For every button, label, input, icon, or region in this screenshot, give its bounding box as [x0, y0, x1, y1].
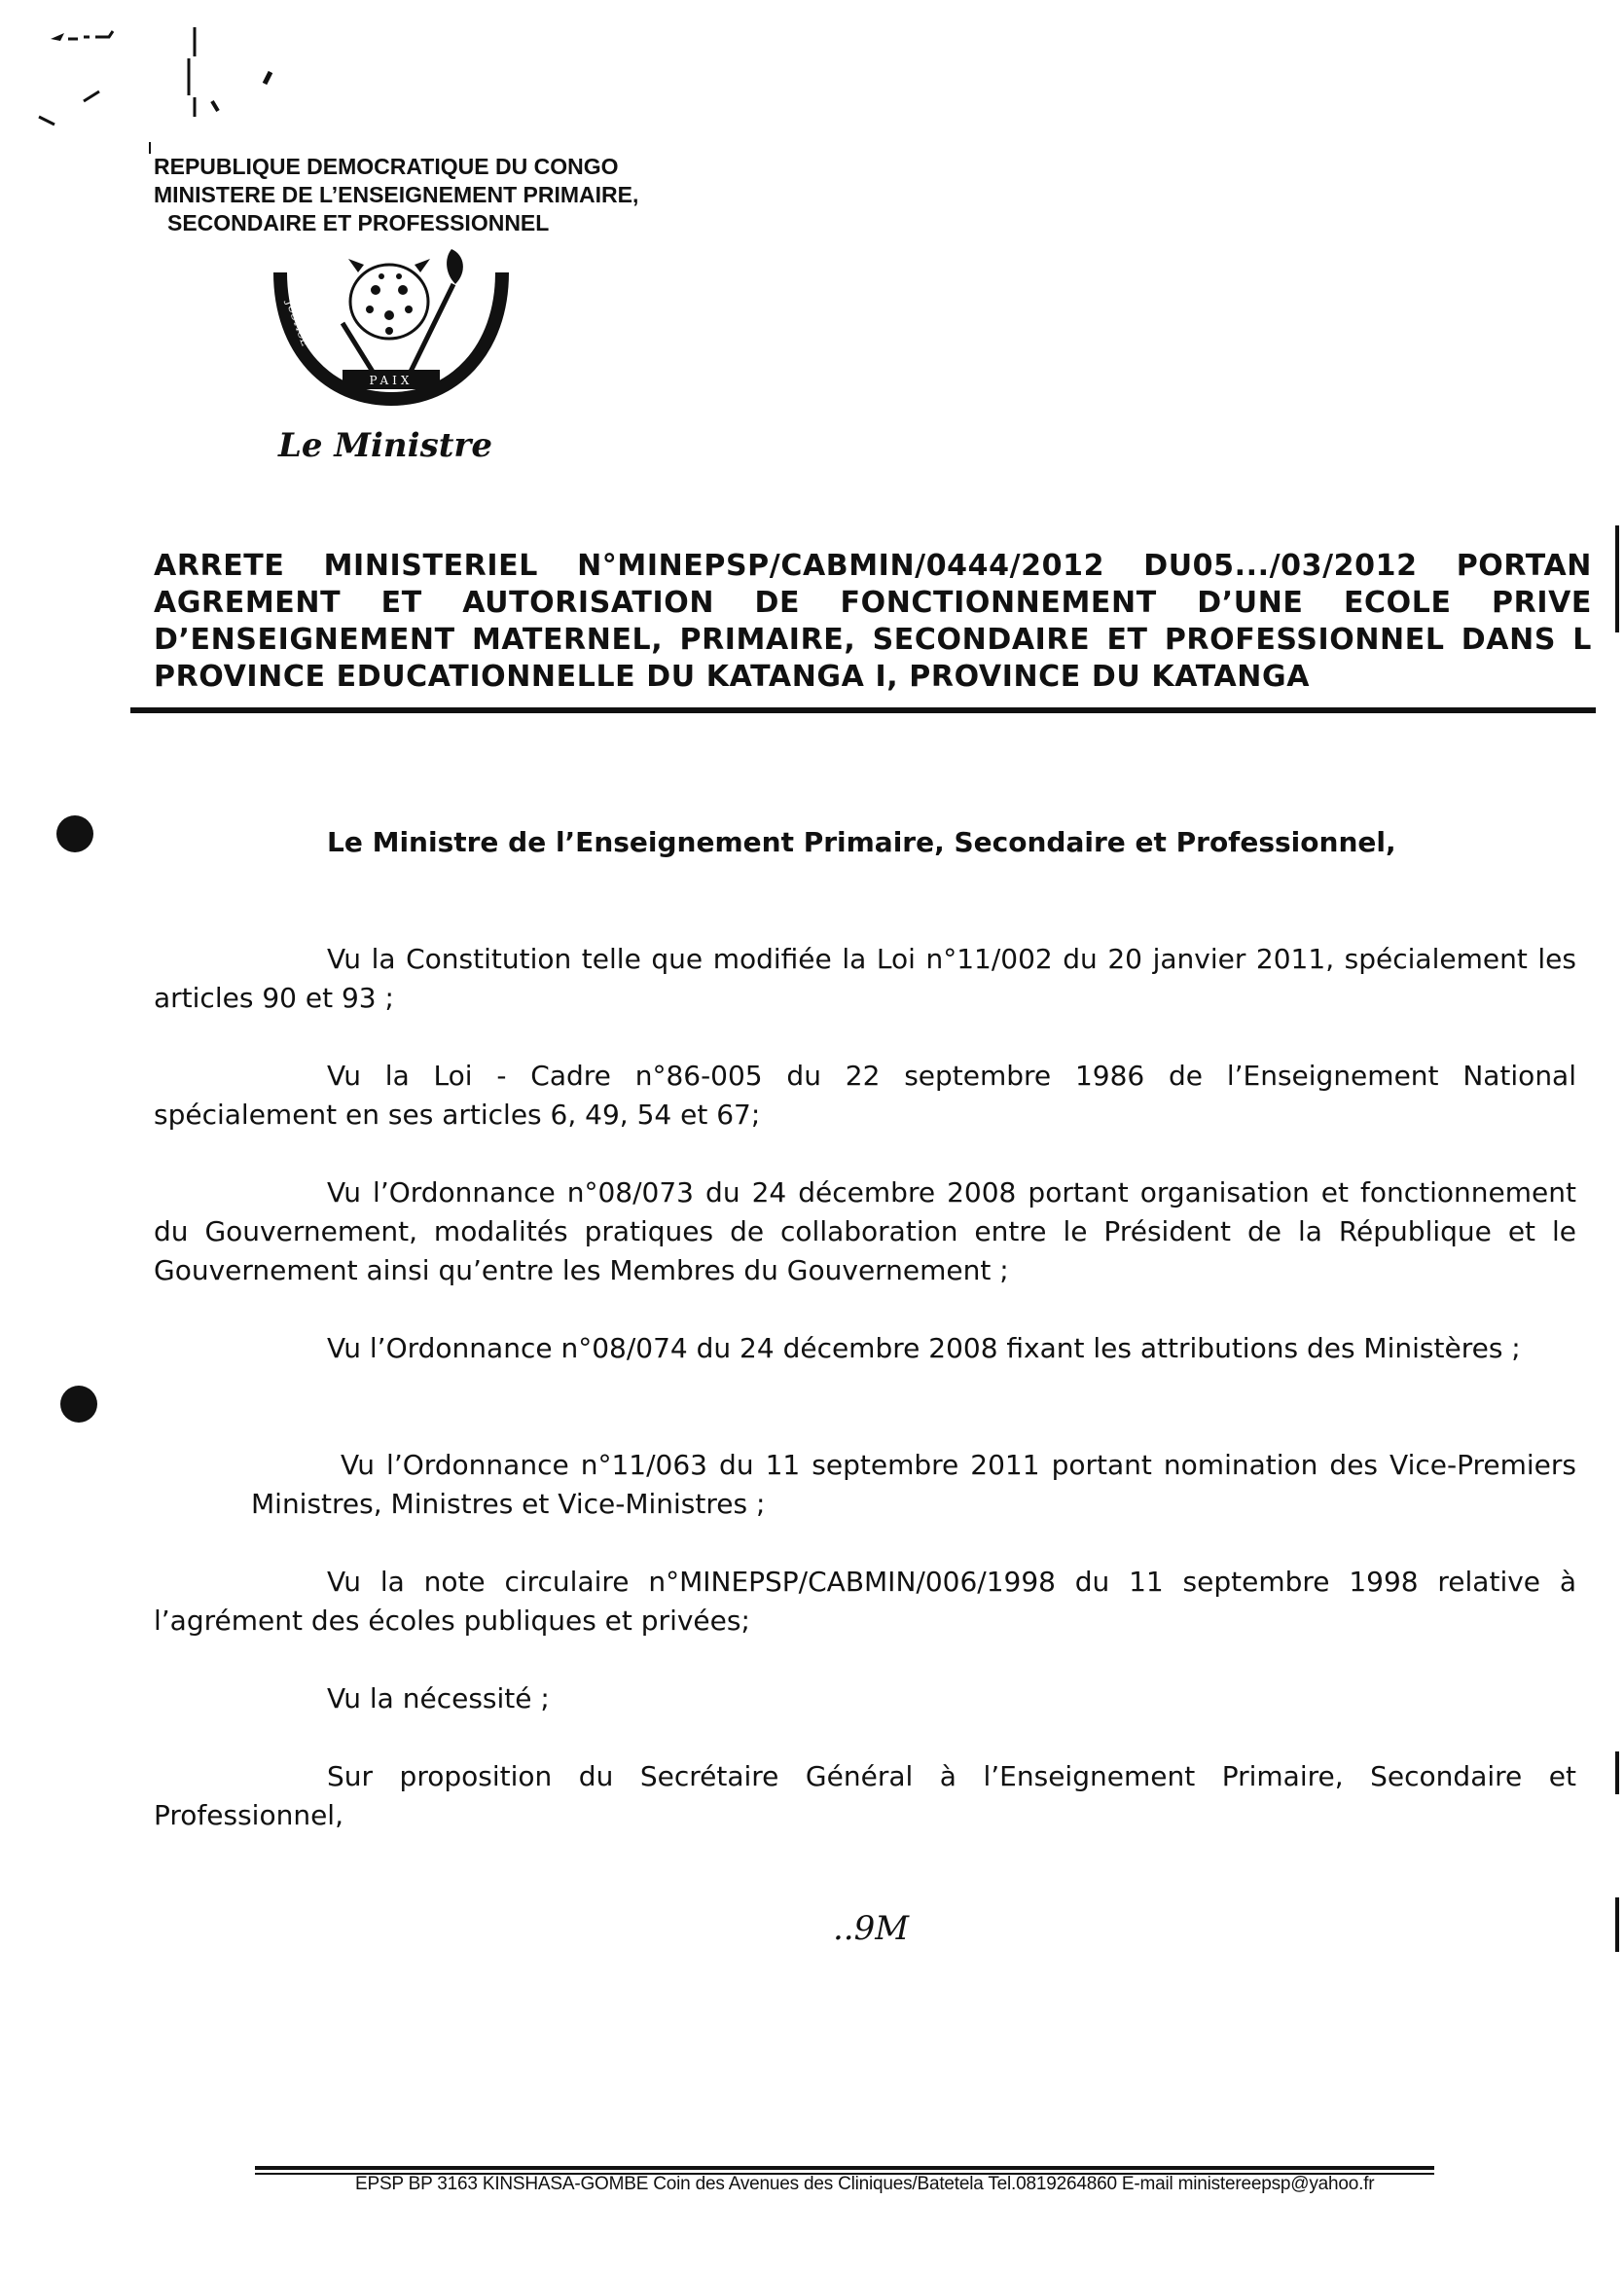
footer-rule [255, 2166, 1434, 2170]
title-underline [130, 707, 1596, 713]
scan-edge-mark [1615, 525, 1619, 632]
letterhead-ministry-cont: SECONDAIRE ET PROFESSIONNEL [167, 210, 550, 235]
emblem-banner-text: PAIX [369, 374, 414, 387]
emblem-right-text: TRAVAIL [477, 242, 506, 294]
decree-title [154, 548, 1592, 696]
paragraph-ordonnance-074 [154, 1329, 1576, 1368]
decree-title-line: D’ENSEIGNEMENT MATERNEL, PRIMAIRE, SECONDAIRE ET PROFESSIONNEL DANS L [154, 623, 1592, 657]
handwritten-initials: ..9M [833, 1909, 910, 1948]
paragraph-text: Vu la nécessité ; [327, 1682, 550, 1714]
emblem-left-text: JUSTICE [283, 298, 312, 348]
letterhead-ministry: MINISTERE DE L’ENSEIGNEMENT PRIMAIRE, [154, 182, 639, 207]
paragraph-text: Vu l’Ordonnance n°08/073 du 24 décembre 2008 portant organisation et fonctionnement du Gouvernement, modalités pratiques de collaboration entre le Président de la République et le Gouvernement ainsi qu’entre les Membres du Gouvernement ; [154, 1176, 1576, 1286]
paragraph-text: Sur proposition du Secrétaire Général à l’Enseignement Primaire, Secondaire et Professionnel, [154, 1760, 1576, 1831]
paragraph-proposition [154, 1757, 1576, 1835]
letterhead-country: REPUBLIQUE DEMOCRATIQUE DU CONGO [154, 154, 619, 179]
minister-signature-title: Le Ministre [278, 426, 492, 465]
decree-title-line: ARRETE MINISTERIEL N°MINEPSP/CABMIN/0444/2012 DU05.../03/2012 PORTAN [154, 549, 1592, 583]
paragraph-text: Vu la Loi - Cadre n°86-005 du 22 septembre 1986 de l’Enseignement National spécialement en ses articles 6, 49, 54 et 67; [154, 1060, 1576, 1131]
paragraph-loi-cadre [154, 1057, 1576, 1135]
scan-marks [0, 0, 311, 156]
paragraph-note-circulaire [154, 1563, 1576, 1641]
paragraph-text: Vu la Constitution telle que modifiée la Loi n°11/002 du 20 janvier 2011, spécialement les articles 90 et 93 ; [154, 943, 1576, 1014]
minister-heading: Le Ministre de l’Enseignement Primaire, Secondaire et Professionnel, [327, 826, 1396, 858]
decree-title-line: AGREMENT ET AUTORISATION DE FONCTIONNEMENT D’UNE ECOLE PRIVE [154, 586, 1592, 620]
paragraph-text: Vu l’Ordonnance n°08/074 du 24 décembre 2008 fixant les attributions des Ministères ; [327, 1332, 1521, 1364]
scan-edge-mark [1615, 1751, 1619, 1794]
paragraph-text: Vu l’Ordonnance n°11/063 du 11 septembre 2011 portant nomination des Vice-Premiers Ministres, Ministres et Vice-Ministres ; [251, 1449, 1576, 1520]
decree-title-line: PROVINCE EDUCATIONNELLE DU KATANGA I, PROVINCE DU KATANGA [154, 660, 1311, 694]
paragraph-necessite [154, 1679, 1576, 1718]
punch-hole-mark [56, 815, 93, 852]
footer-contact: EPSP BP 3163 KINSHASA-GOMBE Coin des Avenues des Cliniques/Batetela Tel.0819264860 E-mail ministereepsp@yahoo.fr [355, 2174, 1375, 2194]
paragraph-constitution [154, 940, 1576, 1018]
paragraph-ordonnance-073 [154, 1173, 1576, 1290]
scan-edge-mark [1615, 1897, 1619, 1952]
letterhead [154, 153, 738, 237]
coat-of-arms-emblem [261, 234, 522, 418]
paragraph-ordonnance-063 [251, 1446, 1576, 1524]
paragraph-text: Vu la note circulaire n°MINEPSP/CABMIN/006/1998 du 11 septembre 1998 relative à l’agrément des écoles publiques et privées; [154, 1566, 1576, 1637]
punch-hole-mark [60, 1386, 97, 1423]
